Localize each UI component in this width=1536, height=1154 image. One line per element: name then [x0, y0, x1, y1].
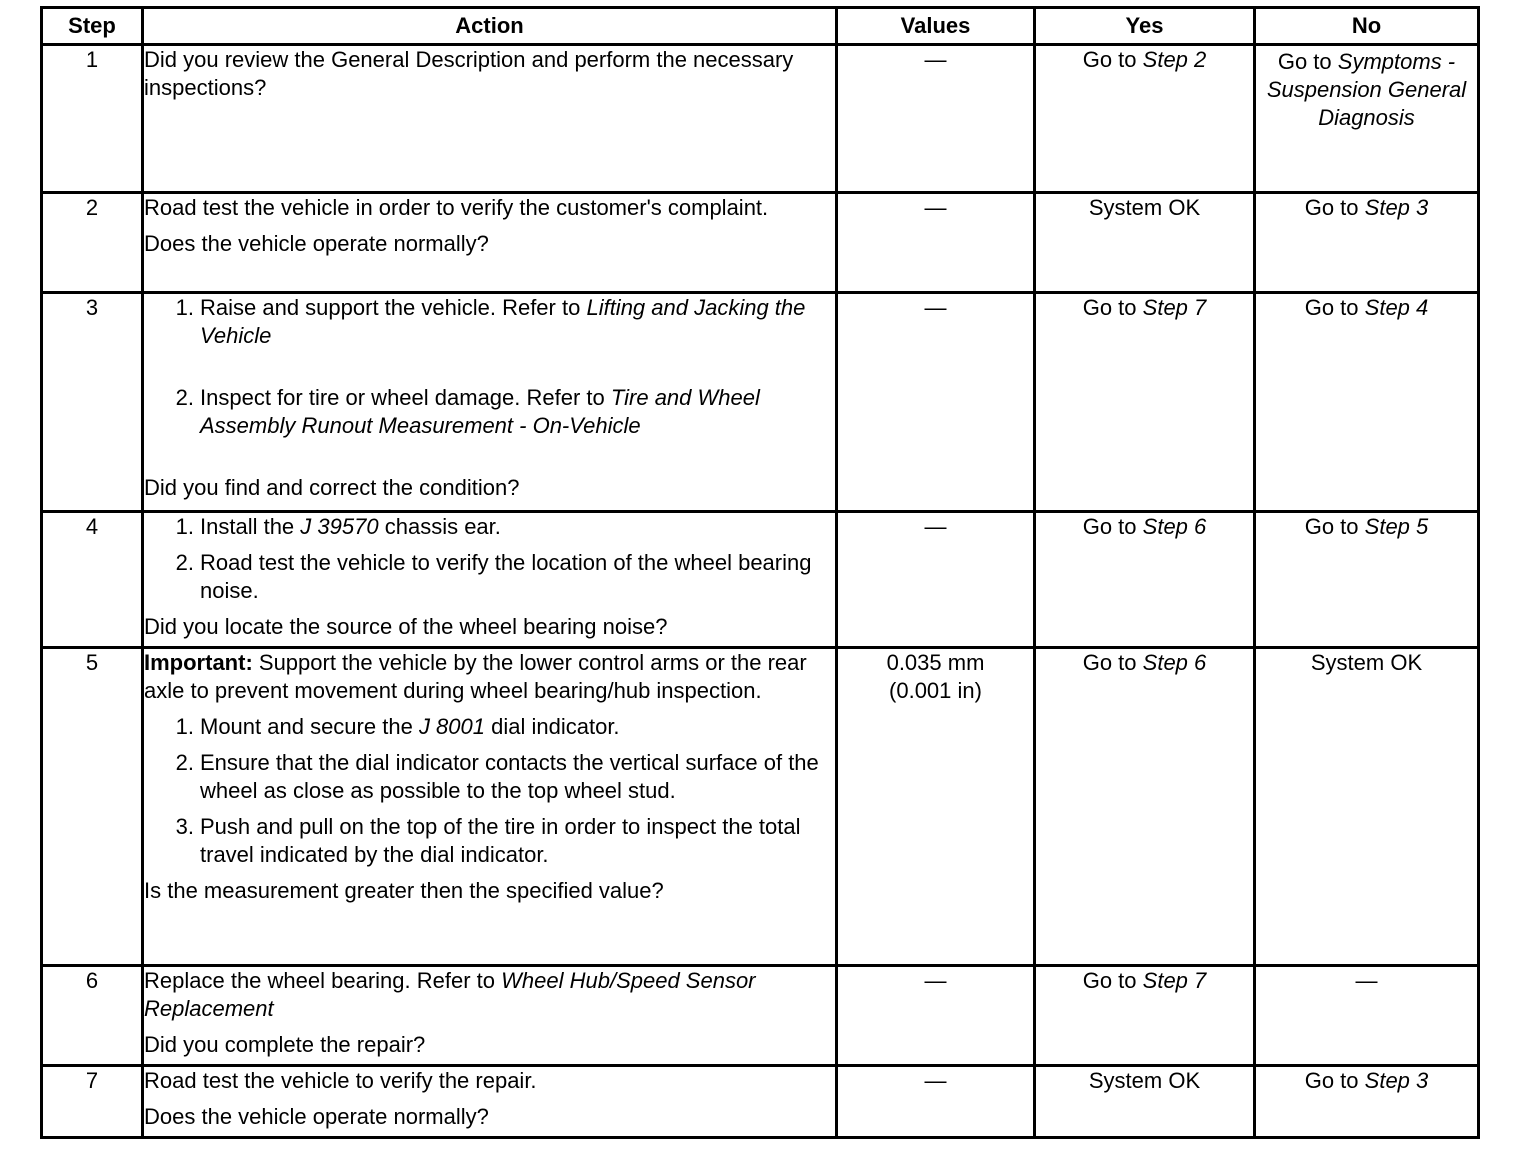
yes-cell: Go to Step 2: [1035, 45, 1255, 193]
reference-link[interactable]: Wheel Hub/Speed Sensor Replacement: [144, 968, 756, 1021]
no-cell: Go to Step 5: [1255, 512, 1479, 648]
list-item: 2. Road test the vehicle to verify the location of the wheel bearing noise.: [175, 550, 812, 603]
no-cell: Go to Step 4: [1255, 293, 1479, 512]
table-row: [42, 512, 1479, 648]
question-text: Does the vehicle operate normally?: [144, 1104, 489, 1129]
no-step-link[interactable]: Step 3: [1364, 195, 1429, 220]
list-item: 1. Install the J 39570 chassis ear.: [175, 514, 501, 539]
procedure-list: [144, 294, 835, 440]
action-cell: [143, 1066, 837, 1138]
yes-step-link[interactable]: Step 7: [1142, 968, 1207, 993]
action-cell: [143, 45, 837, 193]
action-cell: [143, 648, 837, 966]
action-cell: [143, 512, 837, 648]
table-row: [42, 293, 1479, 512]
action-cell: [143, 966, 837, 1066]
header-action: Action: [143, 8, 837, 45]
action-text: Road test the vehicle in order to verify the customer's complaint.: [144, 195, 769, 220]
value-cell: —: [837, 193, 1035, 293]
no-cell: Go to Symptoms - Suspension General Diagnosis: [1255, 45, 1479, 193]
value-cell: —: [837, 512, 1035, 648]
tool-reference: J 8001: [418, 714, 485, 739]
diagnostic-table: [40, 6, 1480, 1139]
no-step-link[interactable]: Step 3: [1364, 1068, 1429, 1093]
yes-cell: Go to Step 6: [1035, 648, 1255, 966]
yes-cell: Go to Step 7: [1035, 293, 1255, 512]
procedure-list: [144, 513, 835, 605]
tool-reference: J 39570: [300, 514, 379, 539]
step-number: 7: [42, 1066, 143, 1138]
step-number: 1: [42, 45, 143, 193]
yes-cell: System OK: [1035, 1066, 1255, 1138]
yes-step-link[interactable]: Step 6: [1142, 650, 1207, 675]
action-text: Road test the vehicle to verify the repair.: [144, 1068, 537, 1093]
step-number: 4: [42, 512, 143, 648]
value-cell: —: [837, 966, 1035, 1066]
question-text: Did you complete the repair?: [144, 1032, 426, 1057]
value-metric: 0.035 mm: [886, 650, 985, 675]
yes-step-link[interactable]: Step 7: [1142, 295, 1207, 320]
table-row: [42, 966, 1479, 1066]
list-item: 2. Inspect for tire or wheel damage. Refer to Tire and Wheel Assembly Runout Measurement - On-Vehicle: [175, 385, 760, 438]
action-cell: [143, 293, 837, 512]
important-label: Important:: [144, 650, 253, 675]
value-cell: —: [837, 1066, 1035, 1138]
step-number: 2: [42, 193, 143, 293]
header-yes: Yes: [1035, 8, 1255, 45]
table-row: [42, 193, 1479, 293]
action-text: Did you review the General Description and perform the necessary inspections?: [144, 47, 794, 100]
header-row: [42, 8, 1479, 45]
yes-cell: System OK: [1035, 193, 1255, 293]
action-text: Replace the wheel bearing. Refer to Wheel Hub/Speed Sensor Replacement: [144, 968, 756, 1021]
value-imperial: (0.001 in): [889, 678, 982, 703]
list-item: 2. Ensure that the dial indicator contacts the vertical surface of the wheel as close as possible to the top wheel stud.: [175, 750, 819, 803]
header-values: Values: [837, 8, 1035, 45]
question-text: Is the measurement greater then the specified value?: [144, 878, 664, 903]
yes-cell: Go to Step 6: [1035, 512, 1255, 648]
table-row: [42, 648, 1479, 966]
table-row: [42, 1066, 1479, 1138]
question-text: Did you find and correct the condition?: [144, 475, 520, 500]
no-cell: System OK: [1255, 648, 1479, 966]
step-number: 3: [42, 293, 143, 512]
no-step-link[interactable]: Symptoms - Suspension General Diagnosis: [1266, 49, 1467, 130]
yes-step-link[interactable]: Step 6: [1142, 514, 1207, 539]
important-note: Important: Support the vehicle by the lower control arms or the rear axle to prevent movement during wheel bearing/hub inspection.: [144, 650, 807, 703]
reference-link[interactable]: Tire and Wheel Assembly Runout Measurement - On-Vehicle: [200, 385, 760, 438]
question-text: Did you locate the source of the wheel bearing noise?: [144, 614, 668, 639]
action-cell: [143, 193, 837, 293]
procedure-list: [144, 713, 835, 869]
no-cell: Go to Step 3: [1255, 193, 1479, 293]
header-step: Step: [42, 8, 143, 45]
value-cell: —: [837, 293, 1035, 512]
list-item: 1. Raise and support the vehicle. Refer to Lifting and Jacking the Vehicle: [175, 295, 806, 348]
yes-cell: Go to Step 7: [1035, 966, 1255, 1066]
header-no: No: [1255, 8, 1479, 45]
list-item: 3. Push and pull on the top of the tire in order to inspect the total travel indicated by the dial indicator.: [175, 814, 801, 867]
no-cell: Go to Step 3: [1255, 1066, 1479, 1138]
step-number: 5: [42, 648, 143, 966]
no-cell: —: [1255, 966, 1479, 1066]
question-text: Does the vehicle operate normally?: [144, 231, 489, 256]
value-cell: —: [837, 45, 1035, 193]
list-item: 1. Mount and secure the J 8001 dial indicator.: [175, 714, 620, 739]
no-step-link[interactable]: Step 4: [1364, 295, 1429, 320]
reference-link[interactable]: Lifting and Jacking the Vehicle: [200, 295, 806, 348]
step-number: 6: [42, 966, 143, 1066]
yes-step-link[interactable]: Step 2: [1142, 47, 1207, 72]
table-row: [42, 45, 1479, 193]
value-cell: [837, 648, 1035, 966]
no-step-link[interactable]: Step 5: [1364, 514, 1429, 539]
